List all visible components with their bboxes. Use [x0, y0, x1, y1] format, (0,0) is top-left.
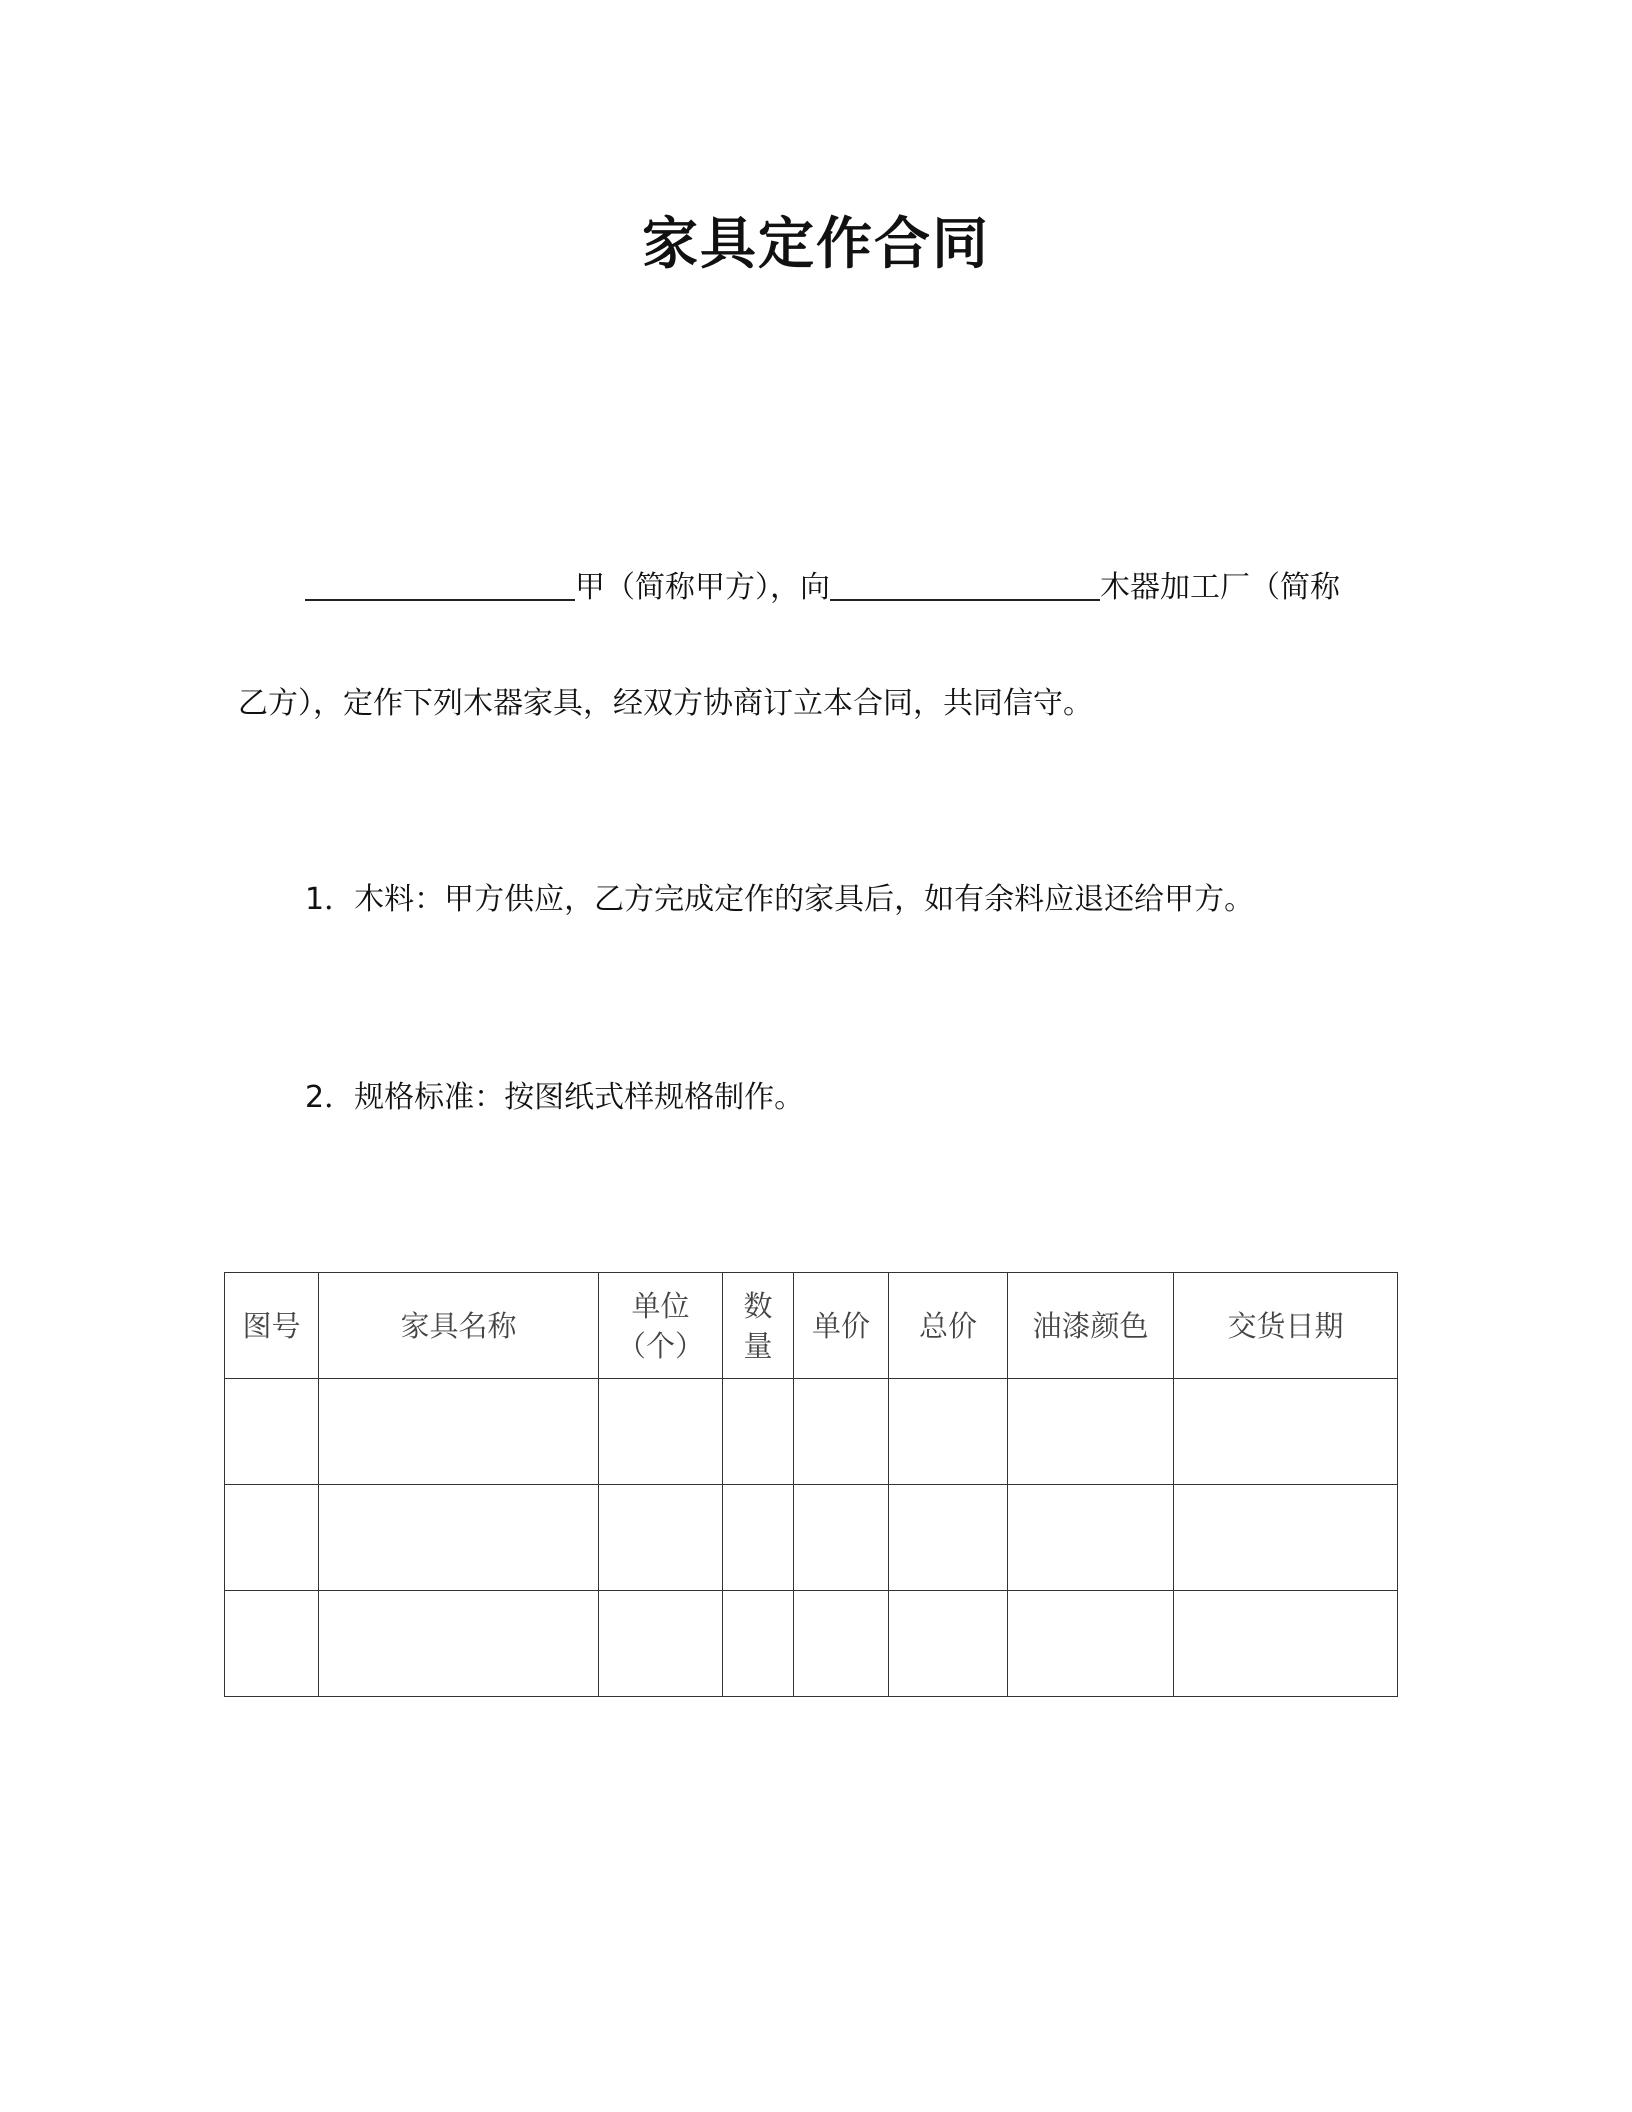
table-cell[interactable] — [225, 1379, 319, 1485]
table-cell[interactable] — [889, 1485, 1008, 1591]
header-furniture-name: 家具名称 — [319, 1273, 599, 1379]
table-row — [225, 1591, 1398, 1697]
party-a-blank[interactable] — [305, 571, 575, 601]
intro-line-2: 乙方），定作下列木器家具，经双方协商订立本合同，共同信守。 — [238, 686, 1093, 721]
clause-2: 2．规格标准：按图纸式样规格制作。 — [305, 1080, 805, 1115]
table-row — [225, 1379, 1398, 1485]
table-cell[interactable] — [599, 1485, 723, 1591]
intro-line-1 — [305, 568, 1340, 608]
header-drawing-no: 图号 — [225, 1273, 319, 1379]
header-unit-price: 单价 — [794, 1273, 889, 1379]
table-cell[interactable] — [319, 1485, 599, 1591]
table-cell[interactable] — [599, 1591, 723, 1697]
table-header-row — [225, 1273, 1398, 1379]
header-unit: 单位 （个） — [599, 1273, 723, 1379]
table-cell[interactable] — [599, 1379, 723, 1485]
party-a-suffix: 甲（简称甲方），向 — [575, 570, 830, 605]
table-row — [225, 1485, 1398, 1591]
table-cell[interactable] — [794, 1379, 889, 1485]
table-cell[interactable] — [1174, 1485, 1398, 1591]
header-quantity: 数 量 — [723, 1273, 794, 1379]
table-cell[interactable] — [319, 1591, 599, 1697]
furniture-table — [224, 1272, 1398, 1697]
document-title: 家具定作合同 — [642, 212, 990, 277]
header-total-price: 总价 — [889, 1273, 1008, 1379]
table-cell[interactable] — [723, 1379, 794, 1485]
table-cell[interactable] — [1174, 1379, 1398, 1485]
table-cell[interactable] — [794, 1485, 889, 1591]
table-cell[interactable] — [723, 1591, 794, 1697]
table-cell[interactable] — [1008, 1591, 1174, 1697]
party-b-suffix: 木器加工厂（简称 — [1100, 570, 1340, 605]
header-paint-color: 油漆颜色 — [1008, 1273, 1174, 1379]
header-delivery-date: 交货日期 — [1174, 1273, 1398, 1379]
table-cell[interactable] — [794, 1591, 889, 1697]
table-cell[interactable] — [319, 1379, 599, 1485]
table-cell[interactable] — [723, 1485, 794, 1591]
table-cell[interactable] — [1008, 1379, 1174, 1485]
clause-1: 1．木料：甲方供应，乙方完成定作的家具后，如有余料应退还给甲方。 — [305, 882, 1255, 917]
table-cell[interactable] — [889, 1379, 1008, 1485]
table-cell[interactable] — [1174, 1591, 1398, 1697]
table-cell[interactable] — [225, 1591, 319, 1697]
table-cell[interactable] — [889, 1591, 1008, 1697]
table-cell[interactable] — [1008, 1485, 1174, 1591]
table-cell[interactable] — [225, 1485, 319, 1591]
party-b-blank[interactable] — [830, 571, 1100, 601]
